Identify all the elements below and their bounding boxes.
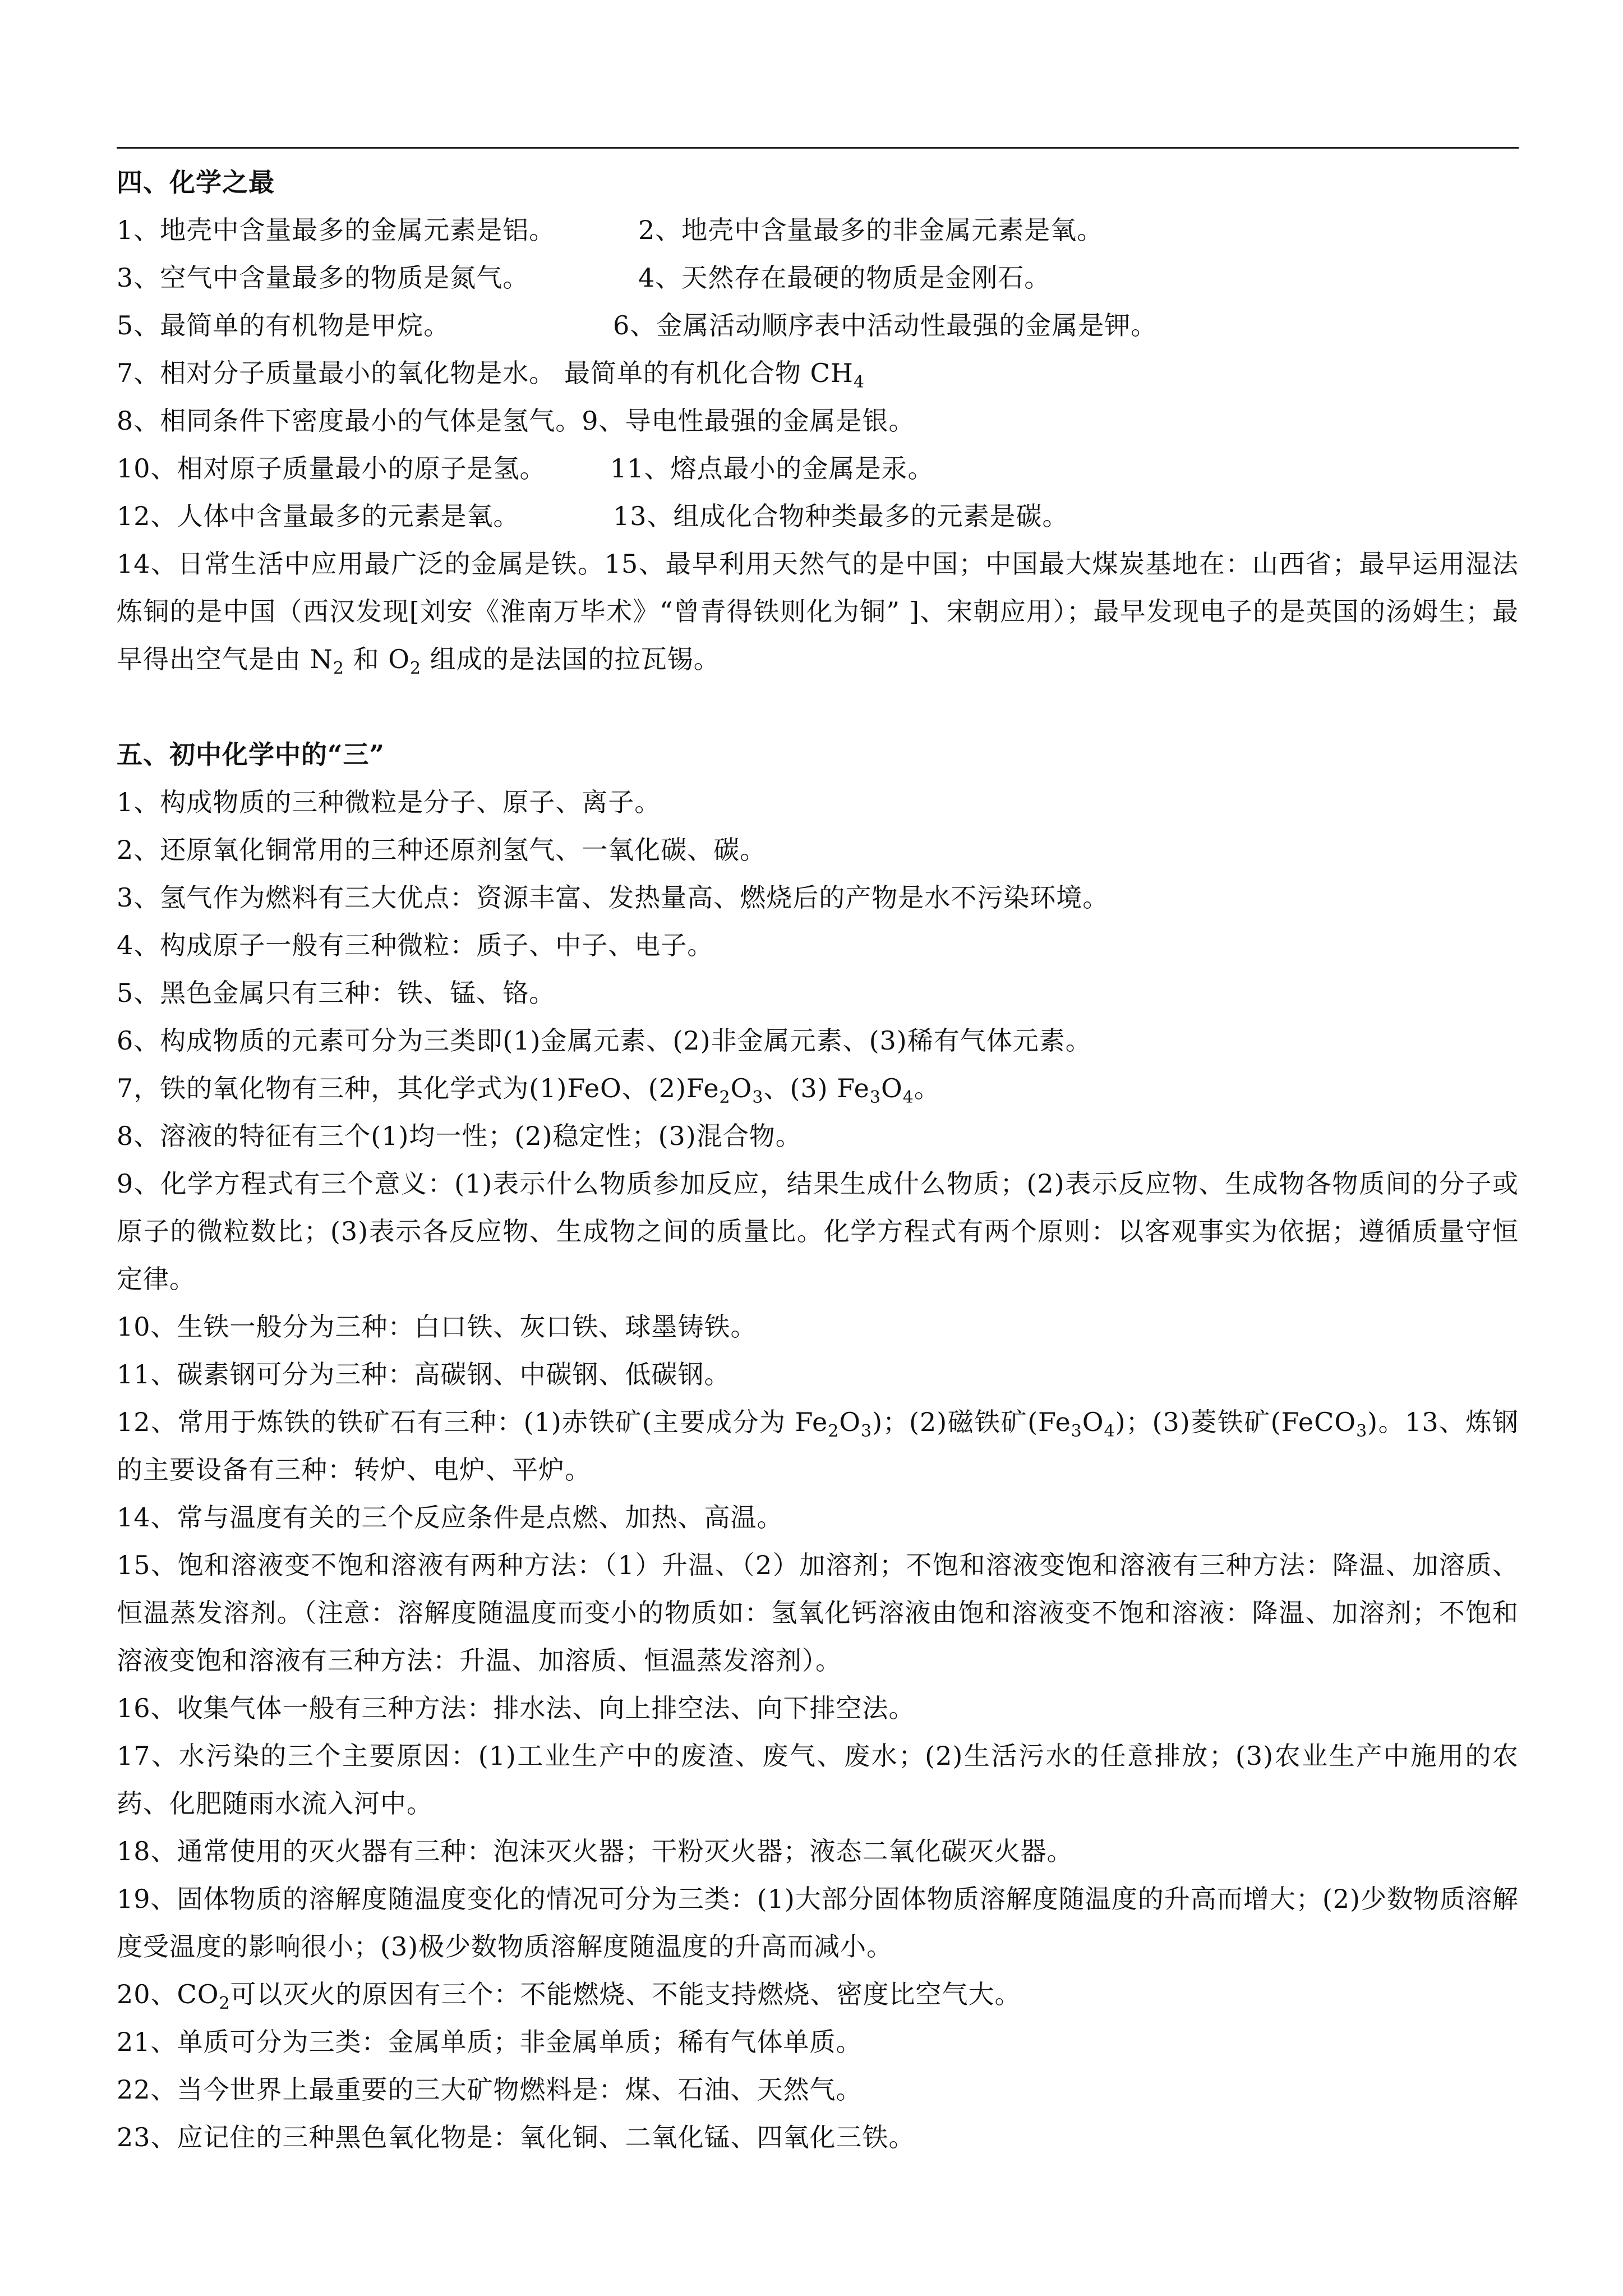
list-item — [117, 349, 1519, 397]
item-1: 1、地壳中含量最多的金属元素是铝。 — [117, 215, 556, 245]
list-item — [117, 206, 1519, 254]
list-item — [117, 445, 1519, 493]
item-11: 11、碳素钢可分为三种：高碳钢、中碳钢、低碳钢。 — [117, 1359, 731, 1389]
list-item — [117, 493, 1519, 540]
item-3: 3、空气中含量最多的物质是氮气。 — [117, 263, 529, 293]
item-17: 17、水污染的三个主要原因：(1)工业生产中的废渣、废气、废水；(2)生活污水的任意排放；(3)农业生产中施用的农药、化肥随雨水流入河中。 — [117, 1741, 1519, 1819]
item-12: 12、人体中含量最多的元素是氧。 — [117, 501, 520, 531]
section-5-title: 五、初中化学中的“三” — [117, 739, 385, 770]
header-rule — [117, 147, 1519, 149]
item-2: 2、还原氧化铜常用的三种还原剂氢气、一氧化碳、碳。 — [117, 835, 767, 865]
item-9: 9、化学方程式有三个意义：(1)表示什么物质参加反应，结果生成什么物质；(2)表示反应物、生成物各物质间的分子或原子的微粒数比；(3)表示各反应物、生成物之间的质量比。化学方程式有两个原则：以客观事实为依据；遵循质量守恒定律。 — [117, 1168, 1519, 1294]
item-2: 2、地壳中含量最多的非金属元素是氧。 — [638, 215, 1104, 245]
item-20: 20、$CO_2$可以灭火的原因有三个：不能燃烧、不能支持燃烧、密度比空气大。 — [117, 1979, 1021, 2014]
item-13: 13、组成化合物种类最多的元素是碳。 — [613, 501, 1069, 531]
item-4: 4、构成原子一般有三种微粒：质子、中子、电子。 — [117, 930, 714, 960]
item-18: 18、通常使用的灭火器有三种：泡沫灭火器；干粉灭火器；液态二氧化碳灭火器。 — [117, 1836, 1073, 1866]
section-4-title: 四、化学之最 — [117, 167, 275, 197]
item-6: 6、金属活动顺序表中活动性最强的金属是钾。 — [613, 310, 1158, 341]
item-11: 11、熔点最小的金属是汞。 — [610, 453, 934, 484]
item-3: 3、氢气作为燃料有三大优点：资源丰富、发热量高、燃烧后的产物是水不污染环境。 — [117, 882, 1109, 913]
item-5: 5、黑色金属只有三种：铁、锰、铬。 — [117, 978, 556, 1008]
item-7: 7、相对分子质量最小的氧化物是水。 最简单的有机化合物 CH — [117, 358, 854, 388]
item-8: 8、溶液的特征有三个(1)均一性；(2)稳定性；(3)混合物。 — [117, 1121, 802, 1151]
list-item — [117, 302, 1519, 349]
item-10: 10、相对原子质量最小的原子是氢。 — [117, 453, 546, 484]
item-4: 4、天然存在最硬的物质是金刚石。 — [638, 263, 1051, 293]
document-content — [117, 159, 1519, 2161]
list-item — [117, 254, 1519, 302]
item-19: 19、固体物质的溶解度随温度变化的情况可分为三类：(1)大部分固体物质溶解度随温度的升高而增大；(2)少数物质溶解度受温度的影响很小；(3)极少数物质溶解度随温度的升高而减小。 — [117, 1884, 1519, 1962]
item-22: 22、当今世界上最重要的三大矿物燃料是：煤、石油、天然气。 — [117, 2074, 863, 2105]
item-10: 10、生铁一般分为三种：白口铁、灰口铁、球墨铸铁。 — [117, 1312, 757, 1342]
item-12-13: 12、常用于炼铁的铁矿石有三种：(1)赤铁矿(主要成分为 $Fe_2O_3$)；(2)磁铁矿$(Fe_3O_4)$；(3)菱铁矿(FeCO$_3$)。13、炼钢的主要设备有三种：转炉、电炉、平炉。 — [117, 1407, 1519, 1485]
item-21: 21、单质可分为三类：金属单质；非金属单质；稀有气体单质。 — [117, 2027, 863, 2057]
item-6: 6、构成物质的元素可分为三类即(1)金属元素、(2)非金属元素、(3)稀有气体元素。 — [117, 1025, 1092, 1056]
section-gap — [117, 683, 1519, 731]
item-1: 1、构成物质的三种微粒是分子、原子、离子。 — [117, 787, 661, 817]
item-16: 16、收集气体一般有三种方法：排水法、向上排空法、向下排空法。 — [117, 1693, 915, 1723]
item-23: 23、应记住的三种黑色氧化物是：氧化铜、二氧化锰、四氧化三铁。 — [117, 2122, 915, 2152]
item-14-15: 14、日常生活中应用最广泛的金属是铁。15、最早利用天然气的是中国；中国最大煤炭基地在：山西省；最早运用湿法炼铜的是中国（西汉发现[刘安《淮南万毕术》“曾青得铁则化为铜” ]、宋朝应用）；最早发现电子的是英国的汤姆生；最早得出空气是由 $N_2$ 和 $O_2$ 组成的是法国的拉瓦锡。 — [117, 549, 1519, 679]
item-8-9: 8、相同条件下密度最小的气体是氢气。9、导电性最强的金属是银。 — [117, 406, 915, 436]
item-14: 14、常与温度有关的三个反应条件是点燃、加热、高温。 — [117, 1502, 783, 1533]
item-5: 5、最简单的有机物是甲烷。 — [117, 310, 450, 341]
item-7: 7，铁的氧化物有三种，其化学式为(1)FeO、$(2)Fe_2O_3$、(3) $Fe_3O_4$。 — [117, 1073, 940, 1108]
subscript: 4 — [853, 372, 865, 393]
item-15: 15、饱和溶液变不饱和溶液有两种方法：（1）升温、（2）加溶剂；不饱和溶液变饱和溶液有三种方法：降温、加溶质、恒温蒸发溶剂。（注意：溶解度随温度而变小的物质如：氢氧化钙溶液由饱和溶液变不饱和溶液：降温、加溶剂；不饱和溶液变饱和溶液有三种方法：升温、加溶质、恒温蒸发溶剂）。 — [117, 1550, 1519, 1676]
